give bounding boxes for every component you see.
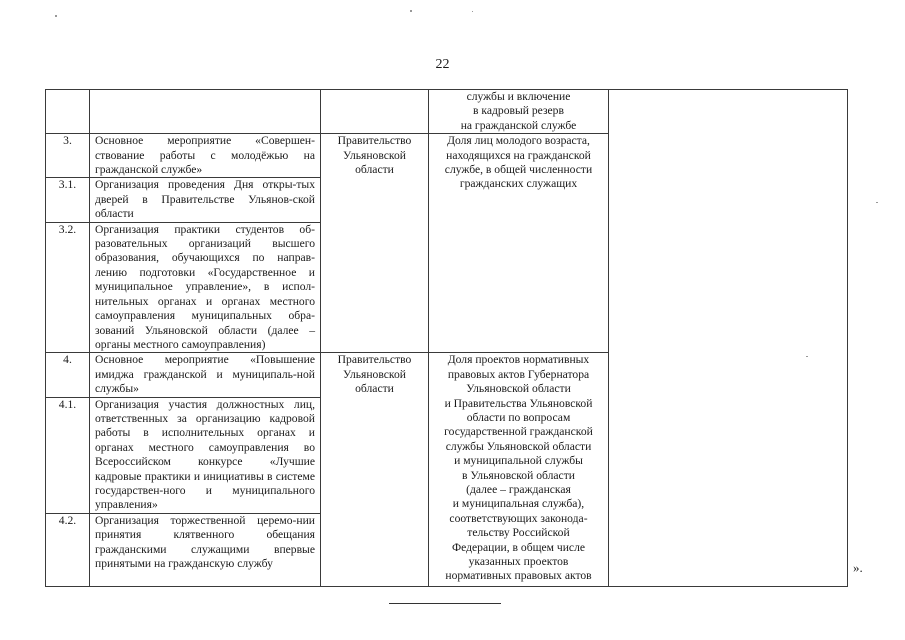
row-number-cell	[46, 90, 90, 134]
row-number-cell: 4.2.	[46, 513, 90, 586]
executor-cell: Правительство Ульяновской области	[321, 353, 429, 586]
measure-name-cell: Организация практики студентов об-разовательных организаций высшего образования, обучающихся по направ-лению подготовки «Государственное и муниципальное управление», в испол-нительных органах и органах местного самоуправления муниципальных обра-зований Ульяновской области (далее – органы местного самоуправления)	[90, 222, 321, 353]
measure-name-cell	[90, 90, 321, 134]
scan-speck	[472, 11, 473, 12]
closing-quote-mark: ».	[853, 560, 863, 575]
scan-speck	[410, 10, 412, 12]
indicator-cell: Доля лиц молодого возраста, находящихся на гражданской службе, в общей численности гражданских служащих	[429, 134, 609, 353]
measure-name-cell: Организация участия должностных лиц, ответственных за организацию кадровой работы в исполнительных органах и органах местного самоуправления во Всероссийском конкурсе «Лучшие кадровые практики и инициативы в системе государствен-ного и муниципального управления»	[90, 397, 321, 513]
measure-name-cell: Основное мероприятие «Совершен-ствование работы с молодёжью на гражданской службе»	[90, 134, 321, 178]
scan-speck	[806, 356, 808, 357]
page-number: 22	[435, 57, 450, 72]
scan-speck	[55, 15, 57, 17]
executor-cell	[321, 90, 429, 134]
row-number-cell: 4.1.	[46, 397, 90, 513]
row-number-cell: 3.1.	[46, 178, 90, 222]
measures-table	[45, 89, 848, 587]
executor-cell: Правительство Ульяновской области	[321, 134, 429, 353]
row-number-cell: 3.	[46, 134, 90, 178]
indicator-cell: службы и включение в кадровый резерв на гражданской службе	[429, 90, 609, 134]
scan-speck	[876, 202, 878, 203]
table-row	[46, 90, 848, 134]
row-number-cell: 3.2.	[46, 222, 90, 353]
measure-name-cell: Основное мероприятие «Повышение имиджа гражданской и муниципаль-ной службы»	[90, 353, 321, 397]
indicator-cell: Доля проектов нормативных правовых актов Губернатора Ульяновской области и Правительства Ульяновской области по вопросам государственной гражданской службы Ульяновской области и муниципальной службы в Ульяновской области (далее – гражданская и муниципальная служба), соответствующих законода- тельству Российской Федерации, в общем числе указанных проектов нормативных правовых актов	[429, 353, 609, 586]
measure-name-cell: Организация проведения Дня откры-тых дверей в Правительстве Ульянов-ской области	[90, 178, 321, 222]
extra-column-cell	[609, 90, 848, 587]
footer-separator-line	[389, 603, 501, 604]
measure-name-cell: Организация торжественной церемо-нии принятия клятвенного обещания гражданскими служащими впервые принятыми на гражданскую службу	[90, 513, 321, 586]
row-number-cell: 4.	[46, 353, 90, 397]
